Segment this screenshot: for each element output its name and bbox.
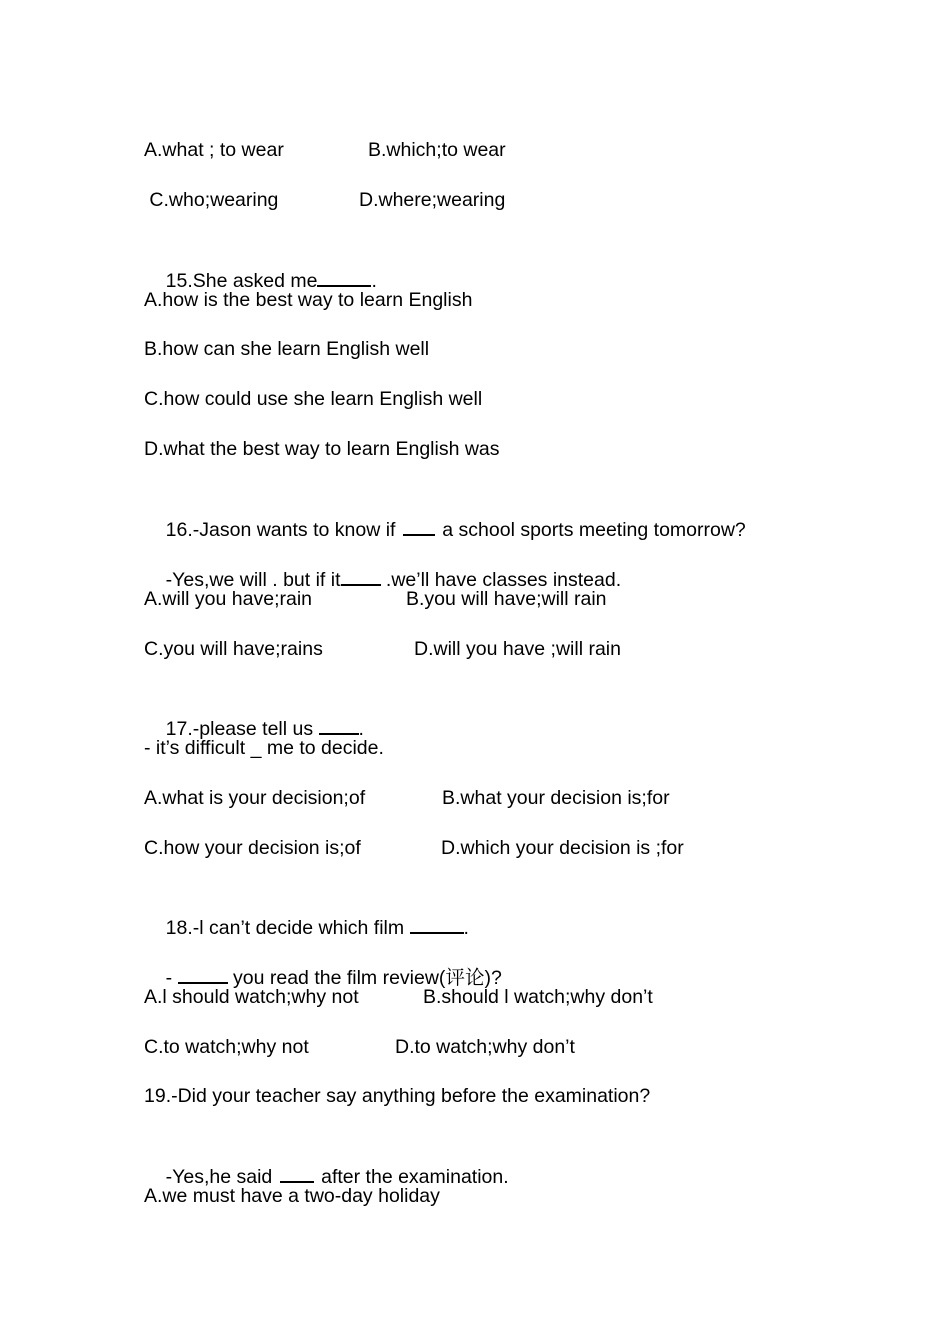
question-response <box>144 932 502 989</box>
option-c: C.how your decision is;of <box>144 837 361 859</box>
option-row <box>144 833 684 863</box>
question-text-end: . <box>371 270 377 292</box>
question-response: - it’s difficult _ me to decide. <box>144 737 384 759</box>
option-row <box>144 584 607 614</box>
option-d: D.will you have ;will rain <box>414 638 621 660</box>
option-c: C.to watch;why not <box>144 1036 309 1058</box>
option-line: B.how can she learn English well <box>144 338 430 360</box>
chinese-gloss: 评论 <box>445 966 485 989</box>
response-text: -Yes,we will . but if it <box>165 569 341 591</box>
answer-blank <box>319 713 359 735</box>
option-line: A.how is the best way to learn English <box>144 289 473 311</box>
option-line: C.how could use she learn English well <box>144 388 483 410</box>
option-row <box>144 634 621 664</box>
question-16 <box>144 484 746 541</box>
question-17 <box>144 683 364 740</box>
option-d: D.where;wearing <box>359 189 506 211</box>
option-line: D.what the best way to learn English was <box>144 438 500 460</box>
option-a: A.will you have;rain <box>144 588 312 610</box>
response-text-end: after the examination. <box>315 1166 509 1188</box>
option-row <box>144 783 670 813</box>
option-row <box>144 185 506 215</box>
answer-blank <box>403 514 435 536</box>
question-text-end: a school sports meeting tomorrow? <box>436 519 746 541</box>
question-response <box>144 1131 509 1188</box>
response-text-end: .we’ll have classes instead. <box>380 569 622 591</box>
option-line: A.we must have a two-day holiday <box>144 1185 440 1207</box>
option-b: B.which;to wear <box>368 139 506 161</box>
answer-blank <box>410 912 464 934</box>
question-text-end: . <box>463 917 469 939</box>
question-text: 16.-Jason wants to know if <box>165 519 401 541</box>
option-b: B.you will have;will rain <box>406 588 607 610</box>
answer-blank <box>178 962 228 984</box>
option-a: A.l should watch;why not <box>144 986 359 1008</box>
option-b: B.what your decision is;for <box>442 787 670 809</box>
response-text-mid: you read the film review( <box>227 967 446 989</box>
option-row <box>144 135 506 165</box>
response-text-end: )? <box>484 967 502 989</box>
option-d: D.which your decision is ;for <box>441 837 684 859</box>
question-text: 18.-l can’t decide which film <box>165 917 410 939</box>
question-response <box>144 534 622 591</box>
question-15 <box>144 235 377 292</box>
option-c: C.you will have;rains <box>144 638 323 660</box>
answer-blank <box>341 564 381 586</box>
option-a: A.what ; to wear <box>144 139 284 161</box>
question-text-end: . <box>358 718 364 740</box>
question-text: 17.-please tell us <box>165 718 319 740</box>
response-text: - <box>165 967 178 989</box>
option-d: D.to watch;why don’t <box>395 1036 575 1058</box>
question-text: 15.She asked me <box>165 270 318 292</box>
question-18 <box>144 882 469 939</box>
option-row <box>144 982 653 1012</box>
option-c: C.who;wearing <box>144 189 279 211</box>
option-b: B.should l watch;why don’t <box>423 986 653 1008</box>
option-a: A.what is your decision;of <box>144 787 366 809</box>
response-text: -Yes,he said <box>165 1166 278 1188</box>
question-19: 19.-Did your teacher say anything before the examination? <box>144 1085 651 1107</box>
answer-blank <box>280 1161 314 1183</box>
option-row <box>144 1032 575 1062</box>
answer-blank <box>317 265 371 287</box>
